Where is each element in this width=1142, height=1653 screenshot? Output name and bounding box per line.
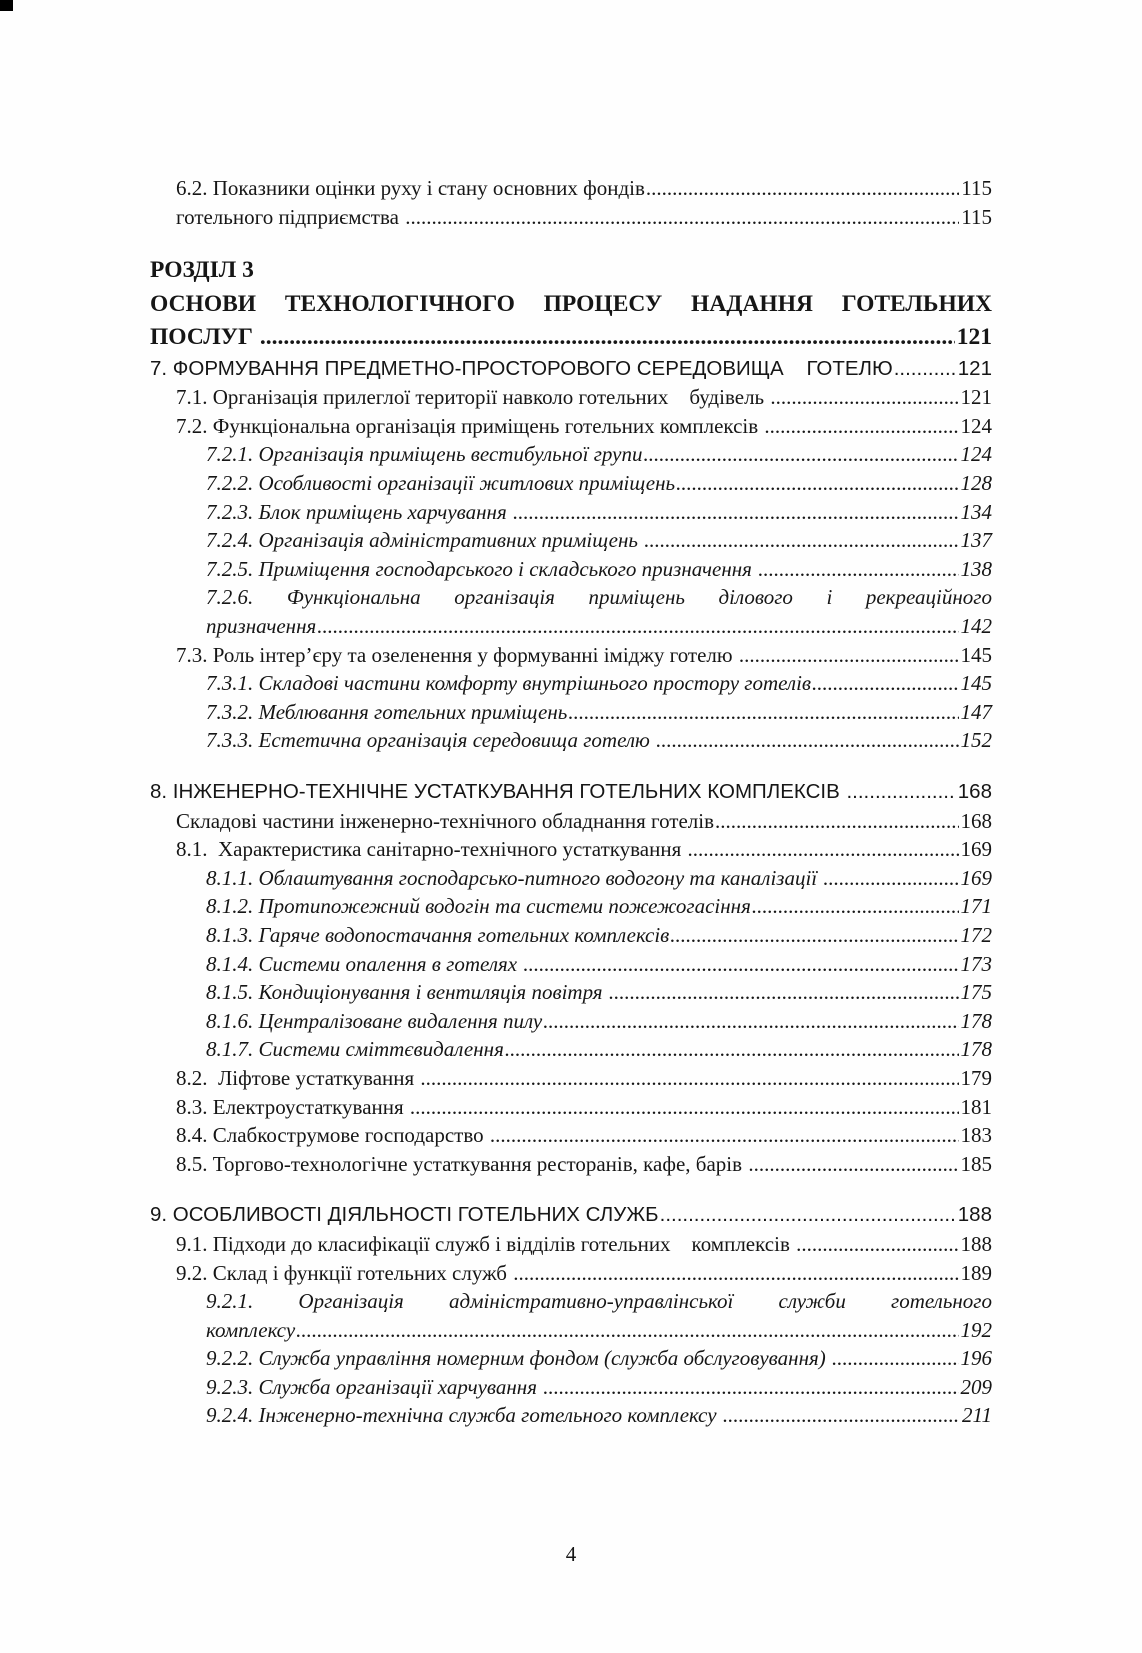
toc-leader: [405, 203, 959, 232]
toc-entry-text: 9.1. Підходи до класифікації служб і відділів готельних комплексів: [176, 1231, 796, 1256]
toc-leader: [688, 835, 959, 864]
toc-leader: [656, 726, 958, 755]
toc-entry-text: 7.2.3. Блок приміщень харчування: [206, 499, 512, 524]
toc-page-number: 192: [960, 1317, 992, 1342]
toc-page-number: 121: [960, 385, 992, 410]
toc-row: [150, 921, 992, 950]
toc-leader: [513, 1259, 958, 1288]
toc-row: [150, 583, 992, 612]
toc-row: [150, 1316, 992, 1345]
toc-page-number: 145: [960, 671, 992, 696]
toc-page-number: 115: [961, 176, 992, 200]
toc-leader: [543, 1373, 958, 1402]
toc-row: [150, 1344, 992, 1373]
toc-row: [150, 498, 992, 527]
toc-page-number: 169: [960, 837, 992, 862]
toc-leader: [752, 892, 959, 921]
toc-page-number: 134: [960, 499, 992, 524]
toc-row: [150, 835, 992, 864]
toc-leader: [644, 526, 958, 555]
toc-entry-text: 8.5. Торгово-технологічне устаткування ресторанів, кафе, барів: [176, 1151, 748, 1176]
toc-page-number: 137: [960, 528, 992, 553]
toc-leader: [812, 669, 958, 698]
toc-row: [150, 807, 992, 836]
toc-page-number: 211: [962, 1403, 992, 1428]
toc-entry-text: 8. ІНЖЕНЕРНО-ТЕХНІЧНЕ УСТАТКУВАННЯ ГОТЕЛЬНИХ КОМПЛЕКСІВ: [150, 780, 846, 803]
toc-entry-text: 8.2. Ліфтове устаткування: [176, 1065, 420, 1090]
toc-page-number: 188: [960, 1231, 992, 1256]
toc-leader: [764, 412, 958, 441]
toc-page-number: 189: [960, 1260, 992, 1285]
toc-leader: [894, 355, 956, 384]
toc-leader: [296, 1316, 958, 1345]
toc-leader: [715, 807, 958, 836]
toc-row: [150, 864, 992, 893]
toc-leader: [523, 950, 958, 979]
table-of-contents: [150, 174, 992, 1430]
toc-entry-text: 8.1.3. Гаряче водопостачання готельних комплексів: [206, 922, 670, 947]
toc-page-number: 179: [960, 1065, 992, 1090]
toc-leader: [748, 1150, 958, 1179]
toc-row: [150, 1287, 992, 1316]
toc-row: [150, 641, 992, 670]
toc-entry-text: комплексу: [206, 1317, 296, 1342]
toc-entry-text: 8.1.6. Централізоване видалення пилу: [206, 1008, 543, 1033]
toc-row: [150, 978, 992, 1007]
toc-leader: [670, 921, 958, 950]
toc-leader: [646, 174, 959, 203]
toc-entry-text: 9.2.3. Служба організації харчування: [206, 1374, 543, 1399]
toc-page-number: 196: [960, 1346, 992, 1371]
toc-page-number: 138: [960, 556, 992, 581]
toc-row: [150, 174, 992, 203]
toc-entry-text: 7.2. Функціональна організація приміщень готельних комплексів: [176, 413, 764, 438]
toc-page-number: 145: [960, 642, 992, 667]
toc-page-number: 121: [957, 356, 992, 380]
toc-row: [150, 726, 992, 755]
toc-leader: [723, 1401, 960, 1430]
toc-row: [150, 669, 992, 698]
toc-row: [150, 1401, 992, 1430]
toc-entry-text: 8.1.4. Системи опалення в готелях: [206, 951, 523, 976]
toc-leader: [410, 1093, 959, 1122]
toc-page-number: 188: [957, 1203, 992, 1227]
scan-corner-artifact: [0, 0, 13, 11]
toc-entry-text: 8.1.5. Кондиціонування і вентиляція повітря: [206, 980, 608, 1005]
toc-leader: [568, 698, 958, 727]
toc-leader: [770, 383, 958, 412]
toc-entry-text: 7.3.3. Естетична організація середовища готелю: [206, 728, 656, 753]
toc-page-number: 128: [960, 471, 992, 496]
toc-leader: [260, 321, 955, 355]
toc-row: [150, 950, 992, 979]
toc-row: [150, 469, 992, 498]
toc-entry-text: 9.2.2. Служба управління номерним фондом (служба обслуговування): [206, 1346, 831, 1371]
toc-leader: [490, 1121, 959, 1150]
toc-leader: [758, 555, 958, 584]
toc-entry-text: 9. ОСОБЛИВОСТІ ДІЯЛЬНОСТІ ГОТЕЛЬНИХ СЛУЖБ: [150, 1203, 659, 1227]
toc-row: [150, 1093, 992, 1122]
toc-row: [150, 1007, 992, 1036]
toc-leader: [796, 1230, 958, 1259]
toc-entry-text: 7.2.1. Організація приміщень вестибульної групи: [206, 442, 643, 467]
toc-entry-text: 7.2.5. Приміщення господарського і складського призначення: [206, 556, 758, 581]
toc-page-number: 168: [960, 808, 992, 833]
toc-page-number: 168: [957, 780, 992, 803]
toc-page-number: 183: [960, 1123, 992, 1148]
toc-row: [150, 1373, 992, 1402]
toc-entry-text: 8.1. Характеристика санітарно-технічного устаткування: [176, 837, 687, 862]
toc-row: [150, 698, 992, 727]
toc-entry-text: 7. ФОРМУВАННЯ ПРЕДМЕТНО-ПРОСТОРОВОГО СЕРЕДОВИЩА ГОТЕЛЮ: [150, 356, 893, 380]
toc-entry-text: 9.2.4. Інженерно-технічна служба готельного комплексу: [206, 1403, 722, 1428]
toc-entry-text: 6.2. Показники оцінки руху і стану основних фондів: [176, 176, 645, 200]
toc-page-number: 115: [961, 204, 992, 229]
toc-page-number: 169: [960, 865, 992, 890]
toc-row: [150, 1064, 992, 1093]
toc-page-number: 173: [960, 951, 992, 976]
toc-row: [150, 892, 992, 921]
toc-row: [150, 1230, 992, 1259]
toc-entry-text: 7.3.2. Меблювання готельних приміщень: [206, 699, 568, 724]
toc-page-number: 142: [960, 614, 992, 639]
toc-page-number: 172: [960, 922, 992, 947]
toc-page-number: 152: [960, 728, 992, 753]
toc-page-number: 124: [960, 413, 992, 438]
toc-leader: [823, 864, 958, 893]
toc-page-number: 121: [956, 324, 992, 351]
toc-entry-text: готельного підприємства: [176, 204, 405, 229]
toc-leader: [513, 498, 959, 527]
toc-entry-text: 8.1.7. Системи сміттєвидалення: [206, 1037, 504, 1062]
toc-leader: [832, 1344, 959, 1373]
toc-row: [150, 254, 992, 288]
toc-leader: [609, 978, 959, 1007]
page-number: 4: [565, 1542, 577, 1566]
toc-page-number: 181: [960, 1094, 992, 1119]
toc-row: [150, 288, 992, 322]
toc-page-number: 175: [960, 980, 992, 1005]
toc-entry-text: 8.1.2. Протипожежний водогін та системи пожежогасіння: [206, 894, 751, 919]
toc-row: [150, 440, 992, 469]
toc-leader: [846, 778, 955, 807]
toc-page-number: 178: [960, 1037, 992, 1062]
toc-leader: [543, 1007, 958, 1036]
toc-entry-text: призначення: [206, 614, 317, 639]
toc-entry-text: 7.1. Організація прилеглої території навколо готельних будівель: [176, 385, 770, 410]
toc-row: [150, 412, 992, 441]
toc-leader: [676, 469, 958, 498]
toc-leader: [420, 1064, 958, 1093]
toc-entry-text: 7.3.1. Складові частини комфорту внутрішнього простору готелів: [206, 671, 812, 696]
toc-entry-text: 7.2.6. Функціональна організація приміщень ділового і рекреаційного: [206, 585, 992, 610]
toc-leader: [317, 612, 958, 641]
toc-row: [150, 203, 992, 232]
toc-row: [150, 321, 992, 355]
toc-entry-text: 7.2.2. Особливості організації житлових приміщень: [206, 471, 676, 496]
toc-page-number: 178: [960, 1008, 992, 1033]
toc-entry-text: ПОСЛУГ: [150, 324, 259, 351]
toc-leader: [660, 1201, 956, 1230]
toc-leader: [739, 641, 959, 670]
toc-row: [150, 778, 992, 807]
toc-entry-text: 8.3. Електроустаткування: [176, 1094, 409, 1119]
toc-page-number: 209: [960, 1374, 992, 1399]
toc-entry-text: 8.4. Слабкострумове господарство: [176, 1123, 489, 1148]
toc-entry-text: Складові частини інженерно-технічного обладнання готелів: [176, 808, 715, 833]
toc-leader: [505, 1035, 959, 1064]
toc-page-number: 185: [960, 1151, 992, 1176]
toc-row: [150, 355, 992, 384]
toc-row: [150, 1201, 992, 1230]
toc-row: [150, 1121, 992, 1150]
toc-row: [150, 1150, 992, 1179]
toc-row: [150, 612, 992, 641]
toc-row: [150, 383, 992, 412]
toc-page-number: 124: [960, 442, 992, 467]
toc-page-number: 147: [960, 699, 992, 724]
toc-entry-text: 8.1.1. Облаштування господарсько-питного водогону та каналізації: [206, 865, 823, 890]
toc-entry-text: 9.2.1. Організація адміністративно-управлінської служби готельного: [206, 1289, 992, 1314]
toc-row: [150, 1035, 992, 1064]
toc-row: [150, 1259, 992, 1288]
toc-entry-text: 9.2. Склад і функції готельних служб: [176, 1260, 513, 1285]
toc-row: [150, 526, 992, 555]
toc-page-number: 171: [960, 894, 992, 919]
toc-entry-text: 7.2.4. Організація адміністративних приміщень: [206, 528, 644, 553]
toc-entry-text: РОЗДІЛ 3: [150, 257, 254, 284]
toc-entry-text: 7.3. Роль інтер’єру та озеленення у формуванні іміджу готелю: [176, 642, 738, 667]
toc-row: [150, 555, 992, 584]
toc-leader: [643, 440, 958, 469]
toc-entry-text: ОСНОВИ ТЕХНОЛОГІЧНОГО ПРОЦЕСУ НАДАННЯ ГОТЕЛЬНИХ: [150, 290, 992, 317]
